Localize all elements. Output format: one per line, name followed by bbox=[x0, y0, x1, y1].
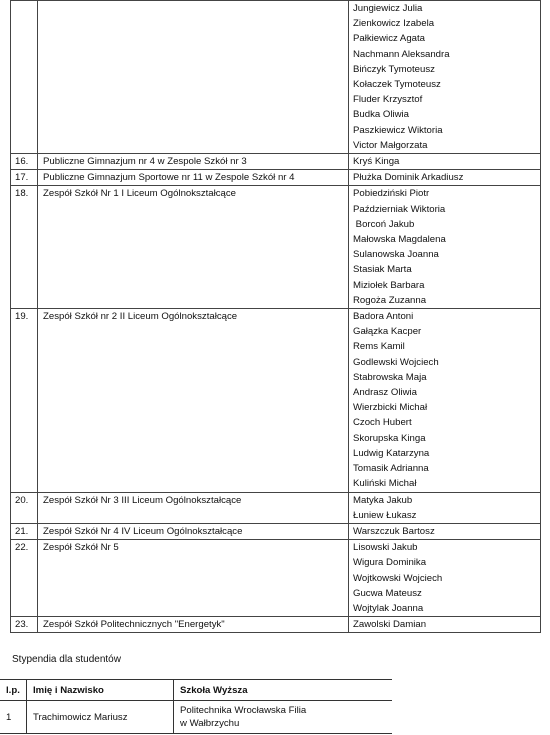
student-name: Stasiak Marta bbox=[353, 264, 412, 276]
student-name: Małowska Magdalena bbox=[353, 234, 446, 246]
student-names bbox=[349, 170, 541, 186]
student-name: Andrasz Oliwia bbox=[353, 387, 417, 399]
row-number: 23. bbox=[11, 617, 38, 633]
student-name: Gałązka Kacper bbox=[353, 326, 422, 338]
student-name: Warszczuk Bartosz bbox=[353, 525, 435, 537]
student-name: Tomasik Adrianna bbox=[353, 463, 429, 475]
table-row bbox=[11, 170, 541, 186]
table-row bbox=[11, 1, 541, 154]
student-names bbox=[349, 1, 541, 154]
student-name: Skorupska Kinga bbox=[353, 432, 426, 444]
student-name: Wierzbicki Michał bbox=[353, 402, 428, 414]
student-name: Lisowski Jakub bbox=[353, 542, 418, 554]
row-number: 21. bbox=[11, 523, 38, 539]
row-number: 22. bbox=[11, 540, 38, 617]
student-university: Politechnika Wrocławska Filia w Wałbrzychu bbox=[174, 701, 393, 734]
students-table bbox=[0, 679, 392, 734]
student-name: Gucwa Mateusz bbox=[353, 587, 422, 599]
table-row bbox=[11, 186, 541, 309]
school-name: Zespół Szkół Nr 3 III Liceum Ogólnokształcące bbox=[38, 492, 349, 523]
row-number: 19. bbox=[11, 309, 38, 492]
school-name: Zespół Szkół Nr 4 IV Liceum Ogólnokształcące bbox=[38, 523, 349, 539]
row-number: 17. bbox=[11, 170, 38, 186]
row-number bbox=[11, 1, 38, 154]
student-name: Badora Antoni bbox=[353, 311, 414, 323]
table-row bbox=[11, 540, 541, 617]
header-name: Imię i Nazwisko bbox=[27, 680, 174, 701]
table-row bbox=[11, 492, 541, 523]
student-name: Zienkowicz Izabela bbox=[353, 18, 435, 30]
student-lp: 1 bbox=[0, 701, 27, 734]
student-name: Matyka Jakub bbox=[353, 494, 413, 506]
student-name: Wojtkowski Wojciech bbox=[353, 572, 443, 584]
student-name: Łuniew Łukasz bbox=[353, 509, 417, 521]
student-name: Wojtylak Joanna bbox=[353, 602, 424, 614]
student-name: Płużka Dominik Arkadiusz bbox=[353, 172, 464, 184]
student-names bbox=[349, 309, 541, 492]
student-name: Kryś Kinga bbox=[353, 156, 400, 168]
student-name: Rems Kamil bbox=[353, 341, 405, 353]
student-full-name: Trachimowicz Mariusz bbox=[27, 701, 174, 734]
student-name: Nachmann Aleksandra bbox=[353, 48, 450, 60]
school-name: Zespół Szkół Politechnicznych "Energetyk" bbox=[38, 617, 349, 633]
table-row bbox=[11, 154, 541, 170]
student-name: Kuliński Michał bbox=[353, 478, 417, 490]
student-name: Stabrowska Maja bbox=[353, 371, 427, 383]
school-name: Zespół Szkół Nr 1 I Liceum Ogólnokształcące bbox=[38, 186, 349, 309]
student-name: Jungiewicz Julia bbox=[353, 3, 423, 14]
school-name: Publiczne Gimnazjum Sportowe nr 11 w Zespole Szkół nr 4 bbox=[38, 170, 349, 186]
student-name: Fluder Krzysztof bbox=[353, 94, 423, 106]
row-number: 20. bbox=[11, 492, 38, 523]
student-names bbox=[349, 154, 541, 170]
student-name: Budka Oliwia bbox=[353, 109, 409, 121]
student-name: Miziołek Barbara bbox=[353, 279, 425, 291]
header-lp: l.p. bbox=[0, 680, 27, 701]
student-names bbox=[349, 186, 541, 309]
student-name: Październiak Wiktoria bbox=[353, 203, 446, 215]
student-name: Borcoń Jakub bbox=[353, 218, 415, 230]
row-number: 18. bbox=[11, 186, 38, 309]
scholarship-table bbox=[10, 0, 541, 633]
student-name: Wigura Dominika bbox=[353, 557, 427, 569]
table-row bbox=[11, 523, 541, 539]
student-name: Zawolski Damian bbox=[353, 619, 427, 631]
student-name: Kołaczek Tymoteusz bbox=[353, 79, 441, 91]
student-name: Godlewski Wojciech bbox=[353, 356, 439, 368]
school-name bbox=[38, 1, 349, 154]
student-name: Bińczyk Tymoteusz bbox=[353, 63, 435, 75]
school-name: Zespół Szkół Nr 5 bbox=[38, 540, 349, 617]
student-names bbox=[349, 492, 541, 523]
school-name: Publiczne Gimnazjum nr 4 w Zespole Szkół nr 3 bbox=[38, 154, 349, 170]
student-name: Pobiedziński Piotr bbox=[353, 188, 430, 200]
student-name: Sulanowska Joanna bbox=[353, 249, 439, 261]
students-heading: Stypendia dla studentów bbox=[12, 654, 121, 665]
student-names bbox=[349, 617, 541, 633]
student-name: Ludwig Katarzyna bbox=[353, 447, 430, 459]
school-name: Zespół Szkół nr 2 II Liceum Ogólnokształcące bbox=[38, 309, 349, 492]
student-name: Czoch Hubert bbox=[353, 417, 412, 429]
table-row bbox=[11, 617, 541, 633]
student-names bbox=[349, 523, 541, 539]
header-university: Szkoła Wyższa bbox=[174, 680, 393, 701]
row-number: 16. bbox=[11, 154, 38, 170]
student-name: Victor Małgorzata bbox=[353, 139, 428, 151]
students-header-row bbox=[0, 680, 392, 701]
student-names bbox=[349, 540, 541, 617]
student-name: Rogoża Zuzanna bbox=[353, 294, 427, 306]
student-name: Paszkiewicz Wiktoria bbox=[353, 124, 443, 136]
student-name: Pałkiewicz Agata bbox=[353, 33, 425, 45]
students-row bbox=[0, 701, 392, 734]
table-row bbox=[11, 309, 541, 492]
